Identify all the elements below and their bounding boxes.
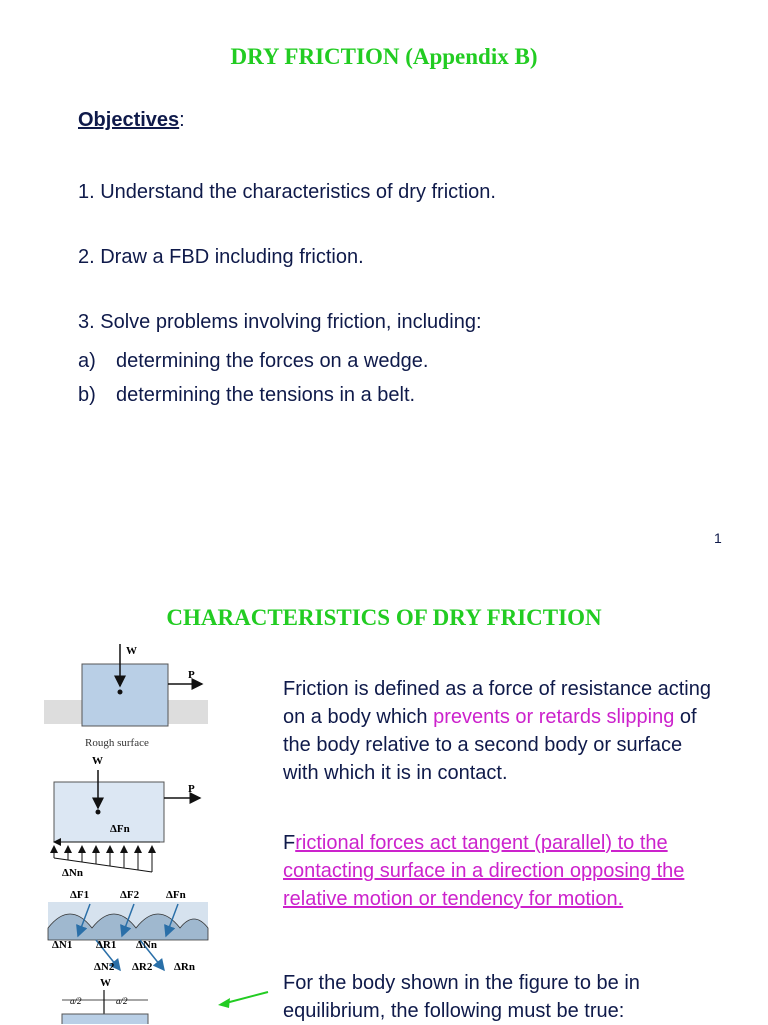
para2-first-letter: F xyxy=(283,832,296,854)
label-dnn2: ΔNn xyxy=(136,939,157,951)
label-half-a-right: a/2 xyxy=(116,996,128,1006)
label-p-1: P xyxy=(188,669,195,681)
label-w-3: W xyxy=(100,977,111,989)
subitem-b-marker: b) xyxy=(78,384,96,406)
label-drn: ΔRn xyxy=(174,961,195,973)
label-dr2: ΔR2 xyxy=(132,961,153,973)
subitem-b xyxy=(78,381,416,409)
para1-highlight: prevents or retards slipping xyxy=(433,706,675,728)
objective-item-1: 1. Understand the characteristics of dry friction. xyxy=(78,181,496,203)
block-diagram-2 xyxy=(54,755,200,879)
slide2-title: CHARACTERISTICS OF DRY FRICTION xyxy=(166,605,602,630)
paragraph-tangent xyxy=(283,829,723,913)
green-arrow-icon xyxy=(218,992,268,1008)
label-p-2: P xyxy=(188,783,195,795)
objectives-label: Objectives xyxy=(78,109,180,131)
slide1-title: DRY FRICTION (Appendix B) xyxy=(230,44,538,69)
label-dr1: ΔR1 xyxy=(96,939,117,951)
friction-figure xyxy=(40,640,276,1024)
label-dn2: ΔN2 xyxy=(94,961,115,973)
objectives-colon: : xyxy=(179,109,185,131)
asperity-diagram xyxy=(48,889,208,973)
objectives-heading xyxy=(78,106,185,134)
objective-item-2: 2. Draw a FBD including friction. xyxy=(78,246,364,268)
label-w-1: W xyxy=(126,645,137,657)
label-half-a-left: a/2 xyxy=(70,996,82,1006)
subitem-a-marker: a) xyxy=(78,350,96,372)
paragraph-definition xyxy=(283,675,723,787)
block-diagram-3 xyxy=(62,977,148,1024)
para1-part2: of the body relative to a second body or surface with which it is in contact. xyxy=(283,706,697,784)
label-dnn: ΔNn xyxy=(62,867,83,879)
subitem-a-text: determining the forces on a wedge. xyxy=(116,350,429,372)
subitem-a xyxy=(78,347,429,375)
objective-item-3: 3. Solve problems involving friction, including: xyxy=(78,311,482,333)
label-dfn: ΔFn xyxy=(110,823,130,835)
page-number: 1 xyxy=(714,530,722,546)
para1-part1: Friction is defined as a force of resistance acting on a body which xyxy=(283,678,711,728)
label-dn1: ΔN1 xyxy=(52,939,73,951)
rough-surface-label: Rough surface xyxy=(85,737,149,749)
para2-rest: rictional forces act tangent (parallel) to the contacting surface in a direction opposing the relative motion or tendency for motion. xyxy=(283,832,685,910)
paragraph-equilibrium: For the body shown in the figure to be in equilibrium, the following must be true: xyxy=(283,972,640,1022)
label-dfn2: ΔFn xyxy=(166,889,186,901)
label-df2: ΔF2 xyxy=(120,889,140,901)
label-df1: ΔF1 xyxy=(70,889,90,901)
label-w-2: W xyxy=(92,755,103,767)
subitem-b-text: determining the tensions in a belt. xyxy=(116,384,416,406)
block-diagram-1 xyxy=(44,644,208,749)
